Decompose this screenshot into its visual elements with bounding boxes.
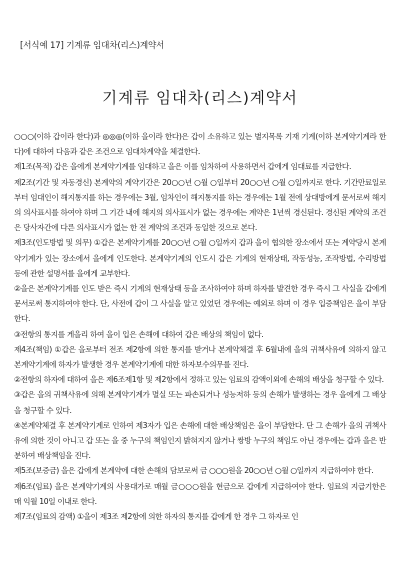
article-5-paragraph: 제5조(보증금) 을은 갑에게 본계약에 대한 손해의 담보로써 금 ○○○원을 20○○년 ○월 ○일까지 지급하여야 한다. — [14, 466, 374, 476]
article-2-paragraph: 제2조(기간 및 자동경신) 본계약의 계약기간은 20○○년 ○월 ○일부터 20○○년 ○월 ○일까지로 한다. 기간만료일로부터 임대인이 해지통지를 하는 경우에는 3월, 임차인이 해지통지를 하는 경우에는 1월 전에 상대방에게 문서로써 해지의 의사표시를 하여야 하며 그 기간 내에 해지의 의사표시가 없는 경우에는 계약은 1년씩 경신된다. 경신된 계약의 조건은 당사자간에 다른 의사표시가 없는 한 전 계약의 조건과 동일한 것으로 본다. — [14, 177, 386, 233]
article-4-clause-3: ③갑은 을의 귀책사유에 의해 본계약기계가 멸실 또는 파손되거나 성능저하 등의 손해가 발생하는 경우 을에게 그 배상을 청구할 수 있다. — [14, 390, 386, 415]
article-4-clause-1: 제4조(책임) ①갑은 을로부터 전조 제2항에 의한 통지를 받거나 본계약체결 후 6월내에 을의 귀책사유에 의하지 않고 본계약기계에 하자가 발생한 경우 본계약기계에 대한 하자보수의무를 진다. — [14, 344, 386, 370]
article-1-paragraph: 제1조(목적) 갑은 을에게 본계약기계를 임대하고 을은 이를 임차하여 사용하면서 갑에게 임대료를 지급한다. — [14, 162, 352, 172]
article-4-clause-2: ②전항의 하자에 대하여 을은 제6조제1항 및 제2항에서 정하고 있는 임료의 감액이외에 손해의 배상을 청구할 수 있다. — [14, 375, 384, 385]
contract-body — [14, 129, 386, 524]
article-6-paragraph: 제6조(임료) 을은 본계약기계의 사용대가로 매월 금○○○원을 현금으로 갑에게 지급하여야 한다. 임료의 지급기한은 매 익월 10일 이내로 한다. — [14, 481, 386, 506]
article-3-clause-2: ②을은 본계약기계를 인도 받은 즉시 기계의 현재상태 등을 조사하여야 하며 하자를 발견한 경우 즉시 그 사실을 갑에게 문서로써 통지하여야 한다. 단, 사전에 갑이 그 사실을 알고 있었던 경우에는 예외로 하며 이 경우 입증책임은 을이 부담한다. — [14, 284, 386, 324]
article-3-clause-3: ③전항의 통지를 게을리 하여 을이 입은 손해에 대하여 갑은 배상의 책임이 없다. — [14, 329, 264, 339]
article-4-clause-4: ④본계약체결 후 본계약기계로 인하여 제3자가 입은 손해에 대한 배상책임은 을이 부담한다. 단 그 손해가 을의 귀책사유에 의한 것이 아니고 갑 또는 을 중 누구의 책임인지 밝혀지지 않거나 쌍방 누구의 책임도 아닌 경우에는 갑과 을은 반분하여 배상책임을 진다. — [14, 420, 386, 461]
article-3-clause-1: 제3조(인도방법 및 의무) ①갑은 본계약기계를 20○○년 ○월 ○일까지 갑과 을이 협의한 장소에서 또는 계약당시 본계약기계가 있는 장소에서 을에게 인도한다. 본계약기계의 인도시 갑은 기계의 현재상태, 작동성능, 조작방법, 수리방법 등에 관한 설명서를 을에게 교부한다. — [14, 238, 386, 278]
document-title: 기계류 임대차(리스)계약서 — [102, 89, 298, 107]
form-number-label: [서식예 17] 기계류 임대차(리스)계약서 — [20, 41, 165, 51]
article-7-paragraph: 제7조(임료의 감액) ①을이 제3조 제2항에 의한 하자의 통지를 갑에게 한 경우 그 하자로 인 — [14, 512, 299, 522]
preamble-paragraph: ○○○(이하 갑이라 한다)과 ◎◎◎(이하 을이라 한다)은 갑이 소유하고 있는 별지목록 기재 기계(이하 본계약기계라 한다)에 대하여 다음과 같은 조건으로 임대차계약을 체결한다. — [14, 132, 386, 157]
